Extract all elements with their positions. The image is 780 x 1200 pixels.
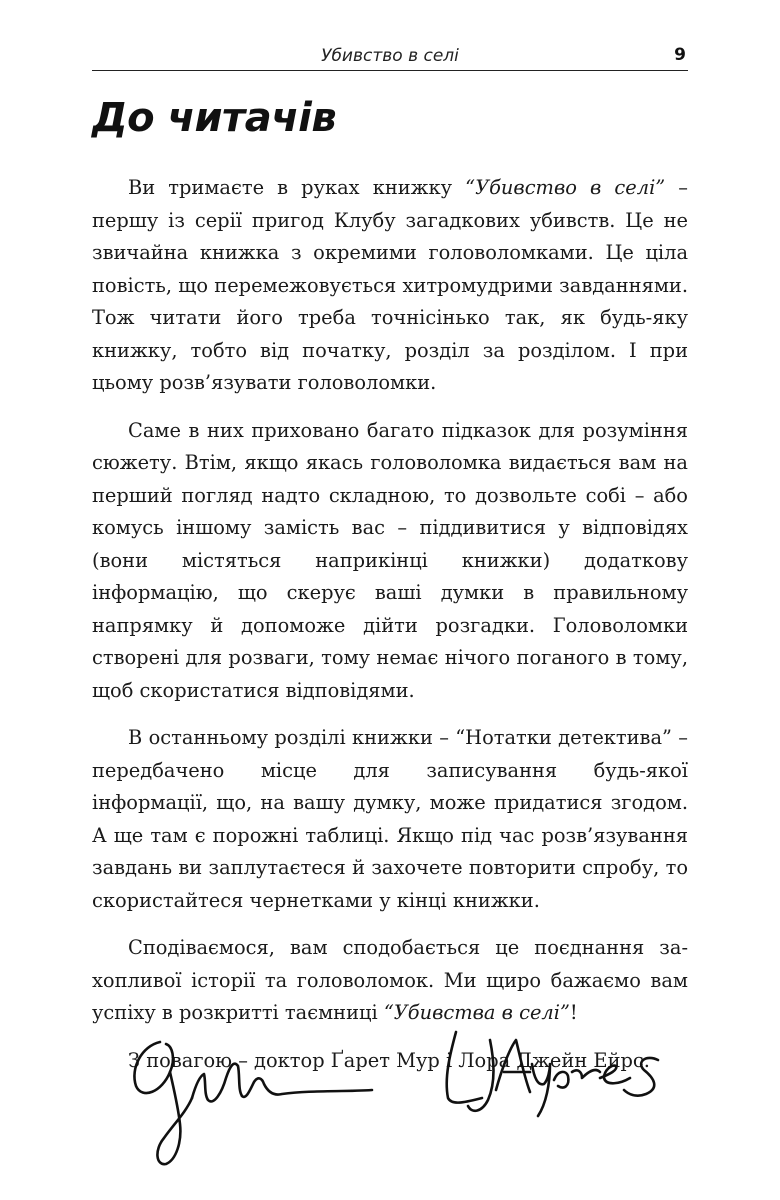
paragraph-4-start: Сподіваємося, вам сподобається це поєднання захопливої історії та головоломок. Ми щиро бажаємо вам успіху в розкритті таємниці [92,936,688,1024]
paragraph-3: В останньому розділі книжки – “Нотатки детектива” – передбачено місце для записування будь-якої інформації, що, на вашу думку, може придатися згодом. А ще там є порожні таблиці. Якщо під час розв’язування завдань ви заплутаєтеся й захочете повторити спробу, то скористайтеся чернетками у кінці книжки. [92,726,688,912]
book-title-mention: “Убивства в селі” [383,1001,570,1024]
book-title-mention: “Убивство в селі” [465,176,666,199]
paragraph-2: Саме в них приховано багато підказок для розуміння сюжету. Втім, якщо якась головоломка видається вам на перший погляд надто складною, то дозвольте собі – або комусь іншому замість вас – піддивитися у відповідях (вони містяться наприкінці книжки) додаткову інформацію, що скерує ваші думки в правильному напрямку й допоможе дійти розгадки. Головоломки створені для розваги, тому немає нічого поганого в тому, щоб скористатися відповідями. [92,418,688,702]
signature-left [122,1020,392,1175]
signature-right [432,1020,672,1135]
page-heading: До читачів [92,95,337,141]
paragraph-1-end: – першу із серії пригод Клубу загадкових убивств. Це не звичайна книжка з окремими головоломками. Це ціла повість, що перемежовується хитромудрими завданнями. Тож читати його треба точнісінько так, як будь-яку книжку, тобто від початку, розділ за розділом. І при цьому розв’язувати головоломки. [92,176,689,394]
signatures [92,1020,688,1170]
paragraph-4 [92,932,688,1030]
body-text [92,172,688,1092]
running-title: Убивство в селі [321,46,459,66]
paragraph-4-end: ! [569,1001,578,1024]
paragraph-1-start: Ви тримаєте в руках книжку [128,176,466,199]
closing-line: З повагою – доктор Ґарет Мур і Лора Джейн Ейрс. [128,1048,650,1072]
page-number: 9 [674,45,686,65]
running-header [92,44,688,71]
paragraph-1 [92,172,688,400]
